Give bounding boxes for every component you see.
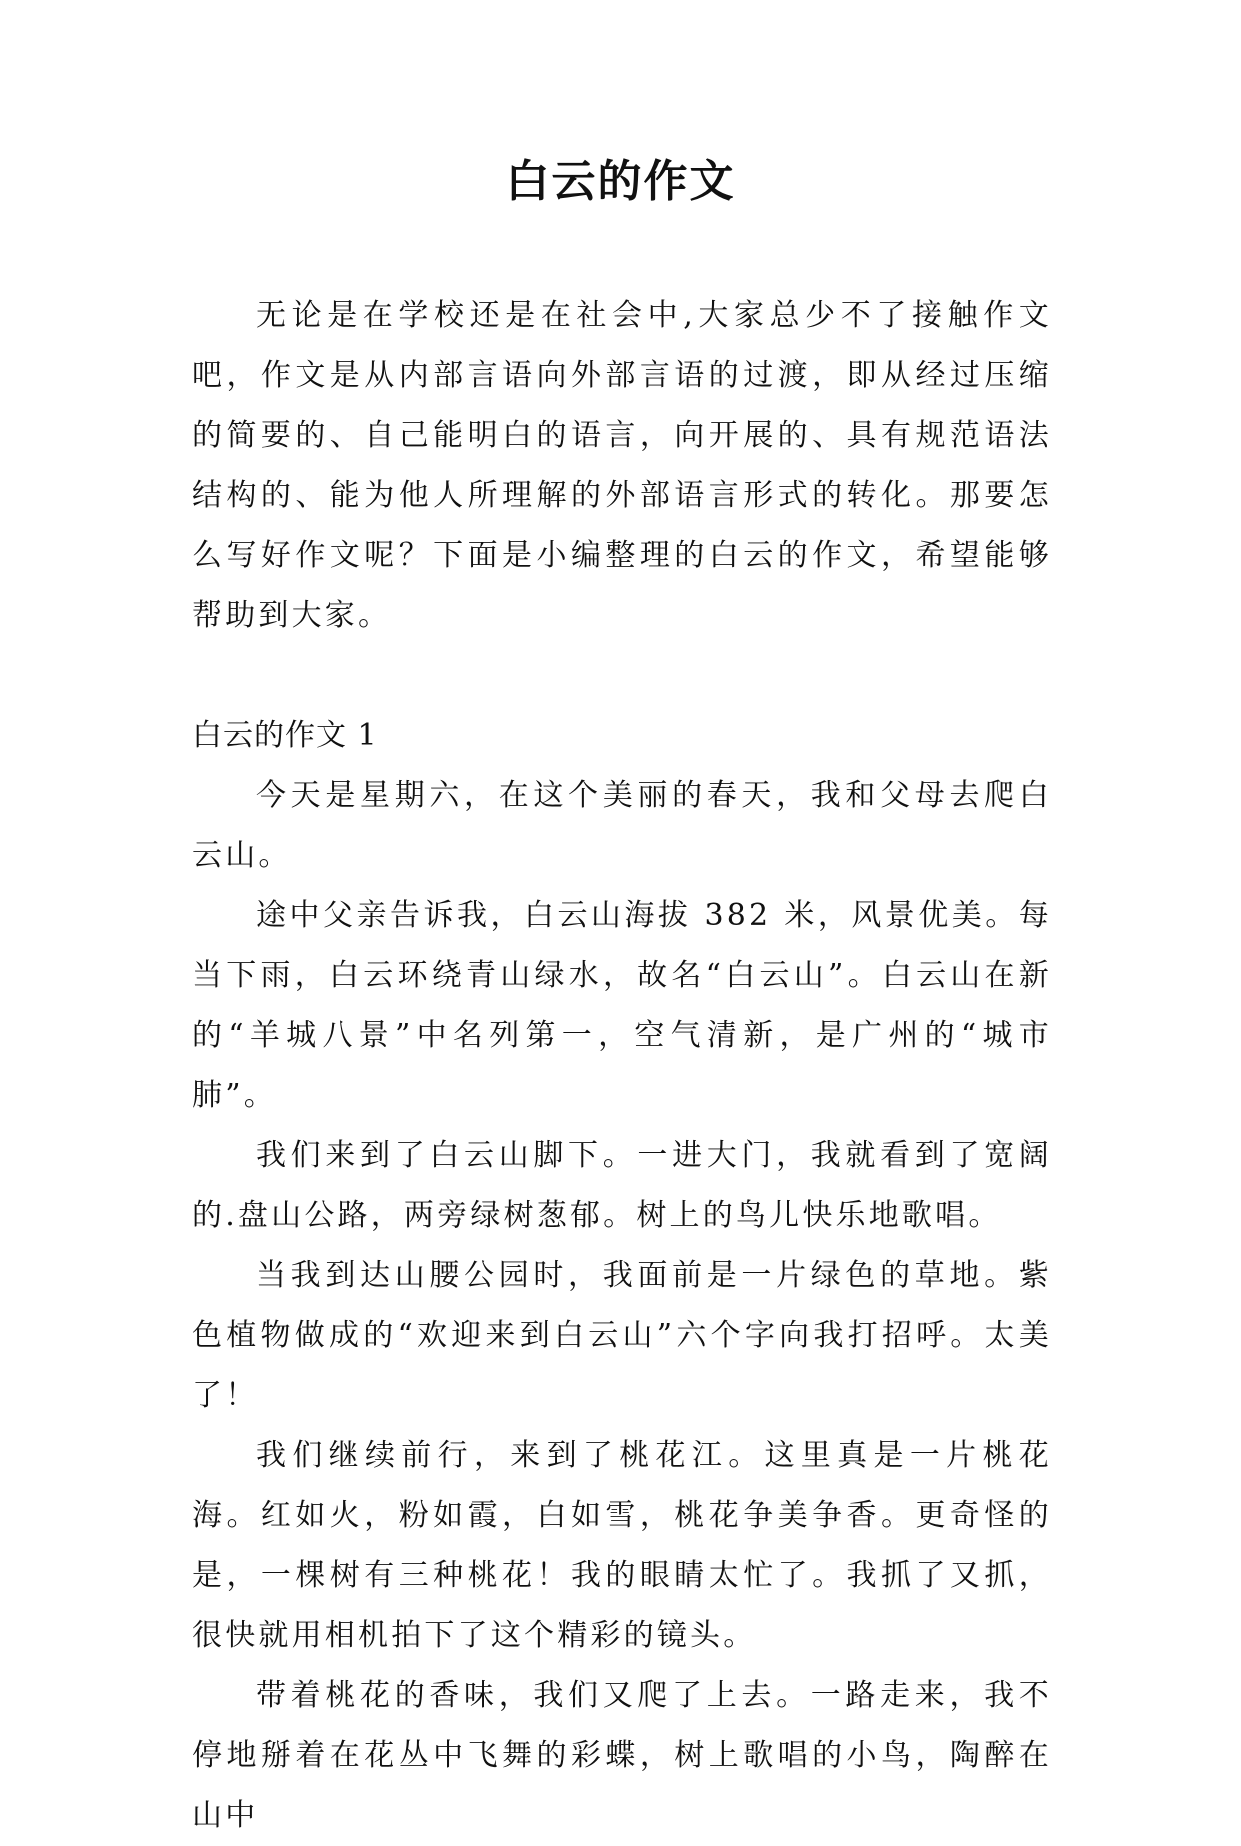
body-paragraph-5: 我们继续前行，来到了桃花江。这里真是一片桃花海。红如火，粉如霞，白如雪，桃花争美争香。更奇怪的是，一棵树有三种桃花！我的眼睛太忙了。我抓了又抓，很快就用相机拍下了这个精彩的镜头。 — [192, 1438, 1052, 1653]
body-paragraph-4: 当我到达山腰公园时，我面前是一片绿色的草地。紫色植物做成的“欢迎来到白云山”六个字向我打招呼。太美了！ — [192, 1258, 1052, 1413]
body-paragraph-1: 今天是星期六，在这个美丽的春天，我和父母去爬白云山。 — [192, 778, 1052, 873]
body-paragraph-2: 途中父亲告诉我，白云山海拔 382 米，风景优美。每当下雨，白云环绕青山绿水，故名“白云山”。白云山在新的“羊城八景”中名列第一，空气清新，是广州的“城市肺”。 — [192, 898, 1052, 1113]
body-paragraph-6: 带着桃花的香味，我们又爬了上去。一路走来，我不停地掰着在花丛中飞舞的彩蝶，树上歌唱的小鸟，陶醉在山中 — [192, 1678, 1052, 1833]
document-title: 白云的作文 — [505, 156, 736, 207]
body-paragraph-3: 我们来到了白云山脚下。一进大门，我就看到了宽阔的.盘山公路，两旁绿树葱郁。树上的鸟儿快乐地歌唱。 — [192, 1138, 1052, 1233]
intro-paragraph: 无论是在学校还是在社会中,大家总少不了接触作文吧，作文是从内部言语向外部言语的过渡，即从经过压缩的简要的、自己能明白的语言，向开展的、具有规范语法结构的、能为他人所理解的外部语言形式的转化。那要怎么写好作文呢？下面是小编整理的白云的作文，希望能够帮助到大家。 — [192, 298, 1052, 633]
document-body — [192, 286, 1052, 1846]
section-heading: 白云的作文 1 — [192, 718, 378, 753]
